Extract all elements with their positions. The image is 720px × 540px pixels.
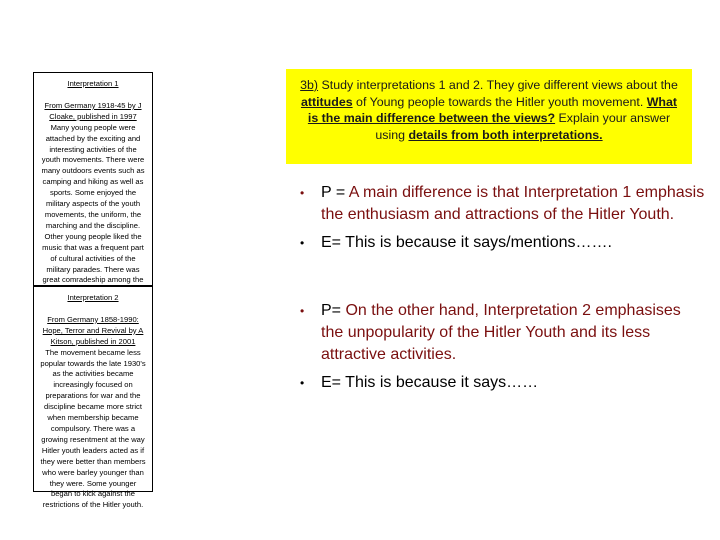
interpretation-2-title: Interpretation 2 [67, 293, 119, 302]
question-attitudes: attitudes [300, 94, 353, 109]
point-2-text: On the other hand, Interpretation 2 emphasises the unpopularity of the Hitler Youth and its less attractive activities. [321, 302, 681, 363]
question-details: details from both interpretations. [408, 127, 603, 142]
question-main: What is the main difference between the views? [307, 94, 678, 125]
interpretation-2-body: The movement became less popular towards the late 1930's as the activities became increasingly focused on preparations for war and the discipline became more strict when membership became compulsory. There was a growing resentment at the way Hitler youth leaders acted as if they were better than members who were barley younger than they were. Some younger began to kick against the restrictions of the Hitler youth. [40, 347, 146, 510]
answer-bullets-1 [300, 182, 705, 254]
bullet-glyph: • [300, 186, 305, 200]
evidence-1-text: E= This is because it says/mentions……. [321, 234, 612, 251]
bullet-evidence-2 [300, 372, 705, 394]
question-text-1: Study interpretations 1 and 2. They give different views about the [318, 78, 678, 92]
interpretation-1-box [33, 72, 153, 286]
bullet-evidence-1 [300, 232, 705, 254]
point-2-lead: P= [321, 302, 346, 319]
evidence-2-text: E= This is because it says…… [321, 374, 539, 391]
interpretation-1-source: From Germany 1918-45 by J Cloake, published in 1997 [44, 100, 142, 121]
point-1-lead: P = [321, 184, 349, 201]
interpretation-2-box [33, 286, 153, 510]
question-box [286, 69, 692, 164]
question-text-3: Explain your answer using [375, 111, 671, 142]
interpretation-1-title: Interpretation 1 [67, 79, 119, 88]
question-label: 3b) [300, 78, 319, 92]
interpretation-2-source: From Germany 1858-1990: Hope, Terror and Revival by A Kitson, published in 2001 [42, 314, 144, 346]
bullet-point-2 [300, 300, 705, 366]
interpretation-1-body: Many young people were attached by the exciting and interesting activities of the youth movements. There were many outdoors events such as camping and hiking as well as sports. Some enjoyed the military aspects of the youth movements, the uniform, the marching and the discipline. Other young people liked the music that was a frequent part of cultural activities of the military parades. There was great comradeship among the [41, 122, 145, 285]
bullet-point-1 [300, 182, 705, 226]
bullet-glyph: • [300, 376, 305, 390]
bullet-glyph: • [300, 236, 305, 250]
answer-bullets-2 [300, 300, 705, 394]
bullet-glyph: • [300, 304, 305, 318]
question-text-2: of Young people towards the Hitler youth movement. [352, 94, 647, 109]
point-1-text: A main difference is that Interpretation 1 emphasis the enthusiasm and attractions of the Hitler Youth. [321, 184, 705, 223]
